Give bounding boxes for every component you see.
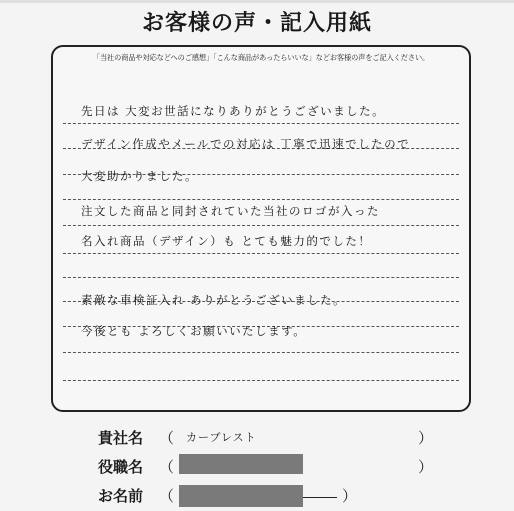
close-paren: ） bbox=[342, 487, 358, 505]
ruled-line bbox=[63, 123, 459, 124]
open-paren: （ bbox=[159, 458, 175, 476]
ruled-line bbox=[63, 352, 459, 353]
ruled-line bbox=[63, 199, 459, 200]
ruled-line bbox=[63, 277, 459, 278]
name-label: お名前 bbox=[98, 487, 144, 505]
ruled-line bbox=[63, 225, 459, 226]
form-title: お客様の声・記入用紙 bbox=[141, 11, 372, 36]
redacted-position bbox=[179, 454, 303, 474]
company-label: 貴社名 bbox=[98, 429, 144, 447]
ruled-line bbox=[63, 380, 459, 381]
position-label: 役職名 bbox=[98, 458, 144, 476]
handwritten-line: 注文した商品と同封されていた当社のロゴが入った bbox=[81, 204, 380, 218]
handwritten-line: 素敵な車検証入れ ありがとうございました。 bbox=[81, 293, 347, 307]
handwritten-line: デザイン作成やメールでの対応は 丁寧で迅速でしたので bbox=[81, 137, 411, 151]
open-paren: （ bbox=[159, 429, 175, 447]
ruled-line bbox=[63, 253, 459, 254]
handwritten-line: 今後とも よろしくお願いいたします。 bbox=[81, 324, 307, 338]
name-underline bbox=[303, 497, 337, 498]
redacted-name bbox=[179, 485, 303, 507]
close-paren: ） bbox=[418, 458, 434, 476]
handwritten-line: 名入れ商品（デザイン）も とても魅力的でした！ bbox=[81, 234, 372, 248]
instruction-text: 「当社の商品や対応などへのご感想」「こんな商品があったらいいな」などお客様の声をご記入ください。 bbox=[92, 53, 430, 62]
comment-box bbox=[51, 45, 471, 412]
close-paren: ） bbox=[418, 429, 434, 447]
paper-edge bbox=[0, 0, 514, 3]
open-paren: （ bbox=[159, 487, 175, 505]
handwritten-line: 先日は 大変お世話になりありがとうございました。 bbox=[81, 104, 386, 118]
handwritten-line: 大変助かりました。 bbox=[81, 169, 198, 183]
company-value: カーブレスト bbox=[186, 431, 257, 444]
